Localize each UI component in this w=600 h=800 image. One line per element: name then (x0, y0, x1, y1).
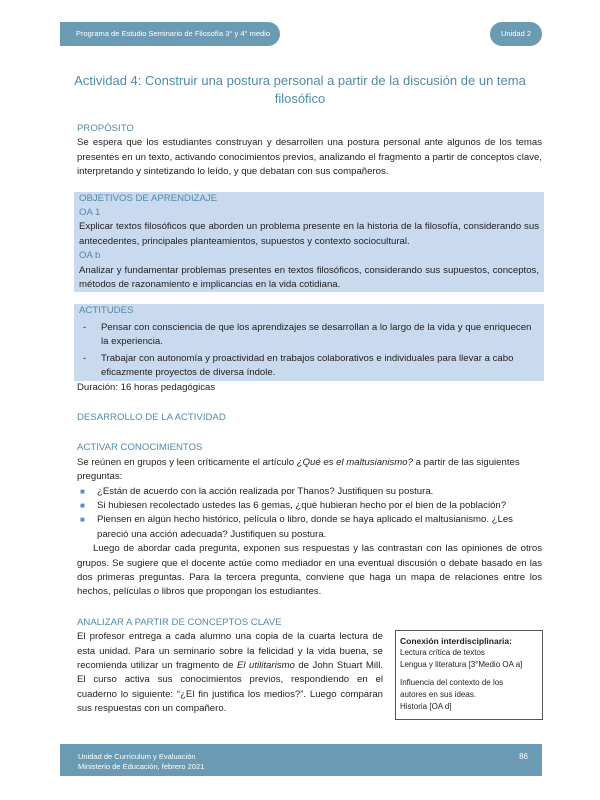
bullet-icon: ■ (80, 500, 85, 510)
dash-marker: - (83, 352, 87, 364)
oa1-label: OA 1 (79, 207, 101, 219)
duration-text: Duración: 16 horas pedagógicas (77, 381, 216, 393)
purpose-text: Se espera que los estudiantes construyan y desarrollen una postura personal ante algunos de los temas presentes en un texto, activando conocimientos previos, analizando el fragmento a partir de conceptos clave, interpretando y sintetizando lo leído, y que debatan con sus compañeros. (77, 137, 542, 178)
question-item (77, 499, 542, 513)
article-title: ¿Qué es el maltusianismo? (296, 456, 413, 468)
question-item (77, 513, 542, 542)
activate-intro-after: a partir de las siguientes preguntas: (77, 456, 520, 483)
unit-label: Unidad 2 (500, 29, 532, 38)
analyze-text-1: El profesor entrega a cada alumno una copia de la cuarta lectura de esta unidad. Para un seminario sobre la felicidad y la vida buena, se recomienda utilizar un fragmento de (77, 631, 383, 671)
connection-line: Influencia del contexto de los (400, 678, 504, 688)
connection-box (395, 630, 543, 720)
objectives-heading: OBJETIVOS DE APRENDIZAJE (79, 192, 218, 204)
attitudes-heading: ACTITUDES (79, 305, 134, 317)
connection-line: Lectura crítica de textos (400, 648, 485, 658)
connection-title: Conexión interdisciplinaria: (400, 636, 512, 647)
connection-line: autores en sus ideas. (400, 690, 477, 700)
activate-closing: Luego de abordar cada pregunta, exponen sus respuestas y las contrastan con las opiniones de otros grupos. Se sugiere que el docente actúe como mediador en una eventual discusión o debate basado en las dos primeras preguntas. Para la tercera pregunta, conviene que haga un mapa de relaciones entre los hechos, películas o libros que propongan los estudiantes. (77, 543, 542, 598)
question-text: Si hubiesen recolectado ustedes las 6 gemas, ¿qué hubieran hecho por el bien de la población? (97, 499, 507, 511)
header-program-bar (60, 22, 280, 46)
bullet-icon: ■ (80, 486, 85, 496)
question-item (77, 485, 542, 499)
question-text: ¿Están de acuerdo con la acción realizada por Thanos? Justifiquen su postura. (97, 485, 434, 497)
oa1-text: Explicar textos filosóficos que aborden un problema presente en la historia de la filosofía, considerando sus antecedentes, principales planteamientos, supuestos y contexto sociocultural. (79, 221, 539, 247)
activate-intro-before: Se reúnen en grupos y leen críticamente el artículo (77, 456, 297, 468)
analyze-heading: ANALIZAR A PARTIR DE CONCEPTOS CLAVE (77, 616, 282, 628)
development-heading: DESARROLLO DE LA ACTIVIDAD (77, 411, 226, 423)
attitude-item (79, 321, 539, 350)
attitude-text: Trabajar con autonomía y proactividad en trabajos colaborativos e individuales para llevar a cabo eficazmente proyectos de diversa índole. (101, 352, 514, 379)
attitudes-box (74, 304, 544, 380)
page-content (77, 122, 542, 717)
connection-line: Historia [OA d] (400, 702, 452, 712)
dash-marker: - (83, 321, 87, 333)
purpose-heading: PROPÓSITO (77, 123, 134, 134)
analyze-text-2: de John Stuart Mill. El curso activa sus conocimientos previos, respondiendo en el cuaderno lo siguiente: “¿El fin justifica los medios?”. Luego comparan sus respuestas con un compañero. (77, 660, 383, 715)
analyze-text (77, 630, 383, 716)
page-number: 86 (519, 752, 528, 761)
activity-title: Actividad 4: Construir una postura personal a partir de la discusión de un tema filosófico (74, 73, 526, 106)
footer-line: Ministerio de Educación, febrero 2021 (78, 762, 205, 771)
connection-line: Lengua y literatura [3°Medio OA a] (400, 660, 523, 670)
attitude-item (79, 352, 539, 381)
activate-intro (77, 456, 542, 485)
analyze-section (77, 630, 542, 716)
book-title: El utilitarismo (236, 660, 295, 671)
objectives-box (74, 192, 544, 293)
footer-bar (60, 744, 542, 776)
attitude-text: Pensar con consciencia de que los aprendizajes se desarrollan a lo largo de la vida y que enriquecen la experiencia. (101, 321, 532, 348)
question-text: Piensen en algún hecho histórico, película o libro, donde se haya aplicado el maltusianismo. ¿Les pareció una acción adecuada? Justifiquen su postura. (97, 514, 513, 540)
footer-credits (78, 752, 204, 772)
oab-label: OA b (79, 250, 101, 262)
footer-line: Unidad de Currículum y Evaluación (78, 752, 196, 761)
header-program-title: Programa de Estudio Seminario de Filosofía 3° y 4° medio (76, 29, 271, 38)
bullet-icon: ■ (80, 515, 85, 525)
attitudes-list (79, 321, 539, 381)
activate-heading: ACTIVAR CONOCIMIENTOS (77, 442, 203, 454)
questions-list (77, 485, 542, 543)
oab-text: Analizar y fundamentar problemas presentes en textos filosóficos, considerando sus supuestos, conceptos, métodos de razonamiento e implicancias en la vida cotidiana. (79, 264, 539, 291)
unit-badge (490, 22, 542, 46)
